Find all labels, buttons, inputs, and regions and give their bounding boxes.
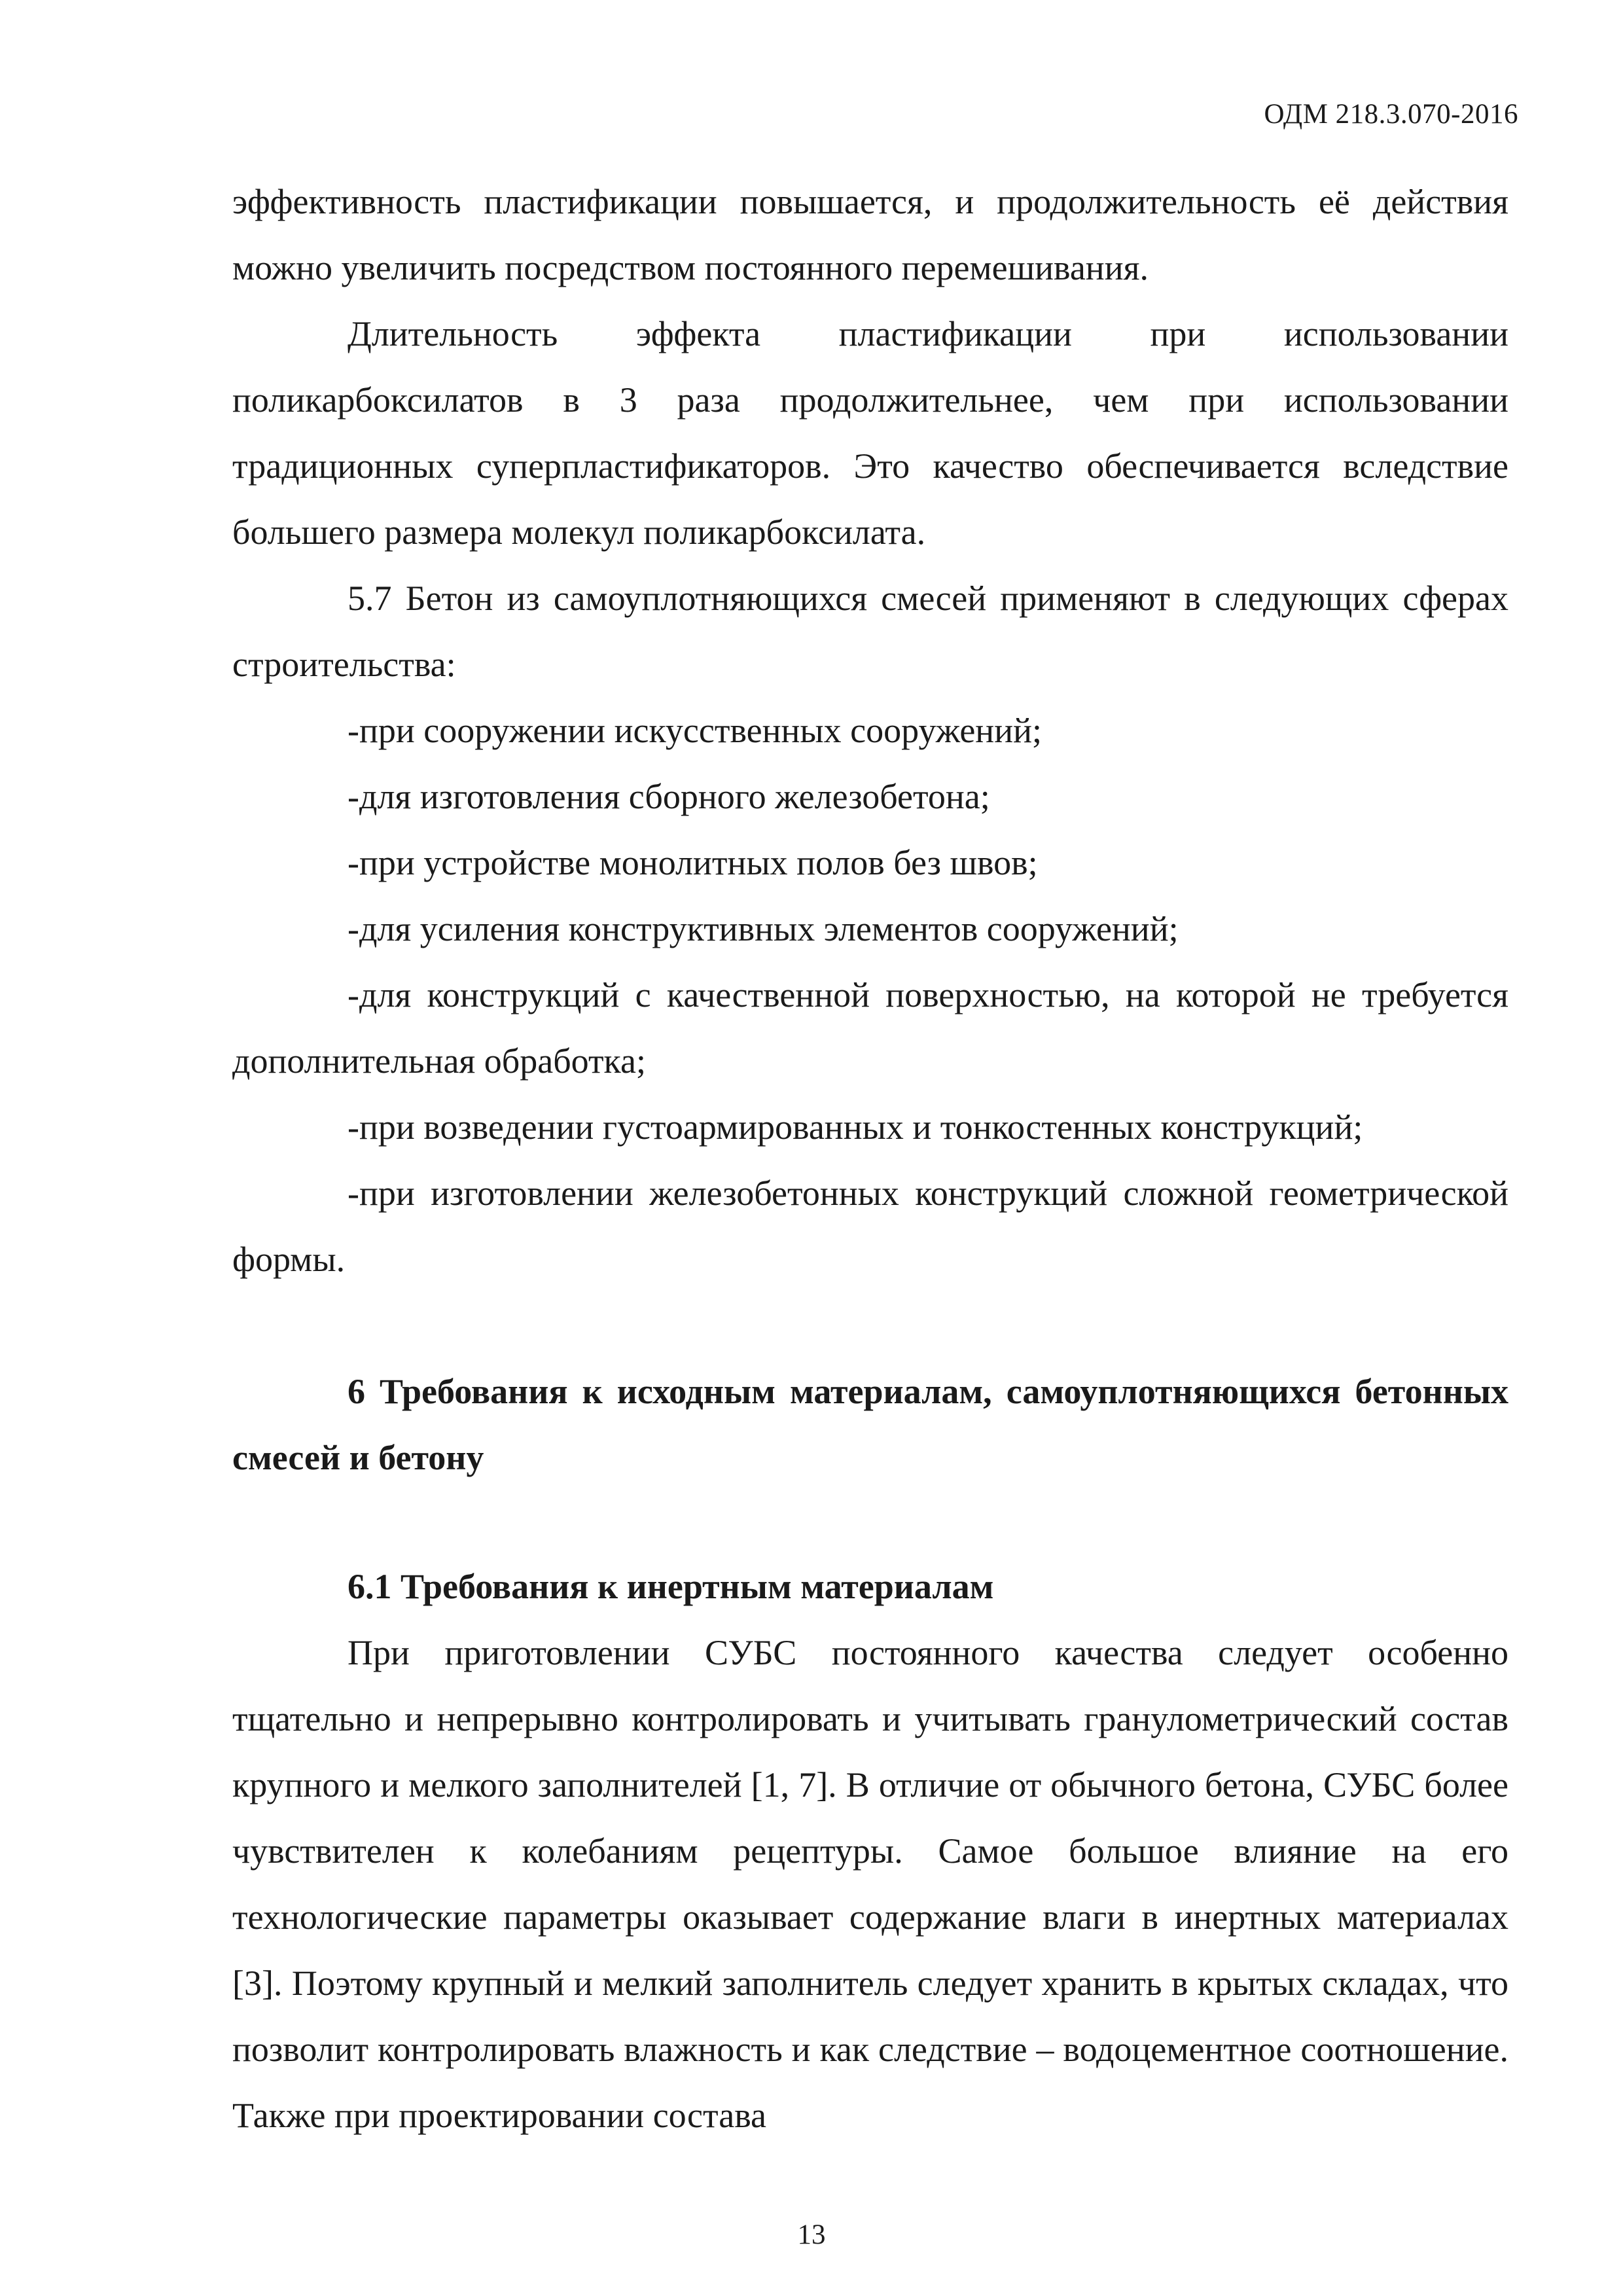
paragraph-aggregates: При приготовлении СУБС постоянного качества следует особенно тщательно и непрерывно контролировать и учитывать гранулометрический состав крупного и мелкого заполнителей [1, 7]. В отличие от обычного бетона, СУБС более чувствителен к колебаниям рецептуры. Самое большое влияние на его технологические параметры оказывает содержание влаги в инертных материалах [3]. Поэтому крупный и мелкий заполнитель следует хранить в крытых складах, что позволит контролировать влажность и как следствие – водоцементное соотношение. Также при проектировании состава [232, 1633, 1508, 2135]
spacer [232, 1293, 1508, 1359]
list-item: -для изготовления сборного железобетона; [348, 777, 990, 816]
paragraph-polycarboxylates: Длительность эффекта пластификации при использовании поликарбоксилатов в 3 раза продолжительнее, чем при использовании традиционных суперпластификаторов. Это качество обеспечивается вследствие большего размера молекул поликарбоксилата. [232, 314, 1508, 552]
paragraph-plasticization-continued: эффективность пластификации повышается, и продолжительность её действия можно увеличить посредством постоянного перемешивания. [232, 182, 1508, 287]
list-item: -при возведении густоармированных и тонкостенных конструкций; [348, 1107, 1363, 1147]
list-item: -для усиления конструктивных элементов сооружений; [348, 909, 1179, 948]
section-6-heading: 6 Требования к исходным материалам, самоуплотняющихся бетонных смесей и бетону [232, 1372, 1508, 1477]
list-item: -при устройстве монолитных полов без швов; [348, 843, 1038, 882]
page-number: 13 [797, 2219, 826, 2250]
list-item: -для конструкций с качественной поверхностью, на которой не требуется дополнительная обработка; [232, 975, 1508, 1081]
document-code-header: ОДМ 218.3.070-2016 [1264, 99, 1518, 130]
list-item: -при сооружении искусственных сооружений; [348, 711, 1042, 750]
section-6-1-heading: 6.1 Требования к инертным материалам [348, 1567, 994, 1606]
spacer [232, 1491, 1508, 1554]
list-item: -при изготовлении железобетонных конструкций сложной геометрической формы. [232, 1174, 1508, 1279]
paragraph-section-5-7: 5.7 Бетон из самоуплотняющихся смесей применяют в следующих сферах строительства: [232, 579, 1508, 684]
document-body [232, 169, 1508, 2149]
